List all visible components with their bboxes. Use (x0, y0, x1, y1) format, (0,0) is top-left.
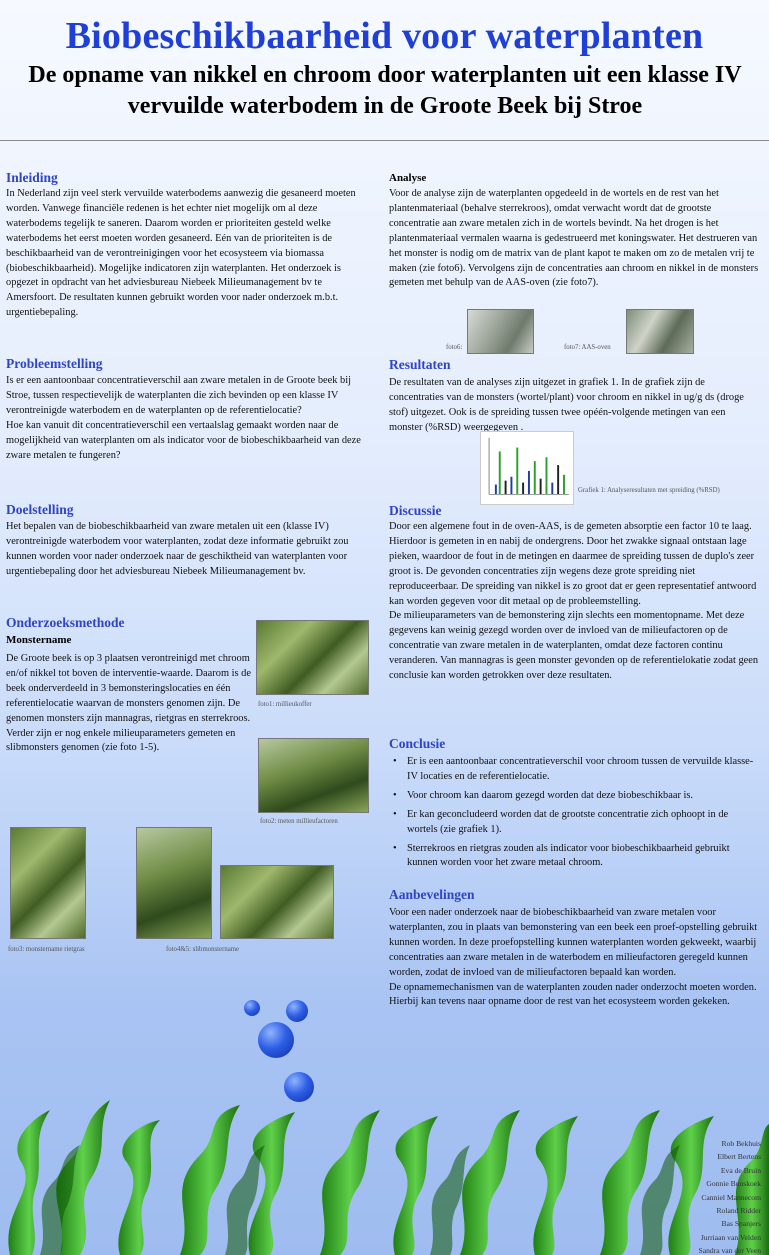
chart-bar (522, 483, 524, 495)
poster-title: Biobeschikbaarheid voor waterplanten (65, 15, 704, 57)
probleemstelling-p1: Is er een aantoonbaar concentratieverschil aan zware metalen in de Groote beek bij Stroe, tussen respectievelijk de waterplanten die zich bevinden op een klasse IV verontreinigde waterbodem en de waterplanten op de referentielocatie? (6, 375, 352, 416)
conclusie-item: • Er is een aantoonbaar concentratieverschil voor chroom tussen de vervuilde klasse-IV locaties en de referentielocatie. (389, 755, 759, 785)
author-name: Sandra van der Veen (698, 1246, 761, 1255)
caption-grafiek: Grafiek 1: Analyseresultaten met spreiding (%RSD) (578, 487, 720, 494)
author-name: Eva de Bruin (720, 1165, 761, 1175)
caption-foto1: foto1: millieukoffer (258, 701, 312, 708)
section-title-probleemstelling: Probleemstelling (6, 356, 103, 371)
photo-millieukoffer (256, 620, 369, 695)
section-title-discussie: Discussie (389, 503, 442, 518)
discussie-p1: Door een algemene fout in de oven-AAS, is de gemeten absorptie een factor 10 te laag. Hierdoor is gemeten in en nabij de ondergrens. Door het zwakke signaal ontstaan lage pieken, waardoor de fout in de metingen en daarmee de spreiding tussen de duplo's zeer groot is. De gevonden concentraties zijn wegens deze grote spreiding niet reproduceerbaar. De spreiding van nikkel is zo groot dat er geen representatief antwoord kan worden gegeven voor dit metaal op de probleemstelling. (389, 521, 757, 607)
photo-destructie (467, 309, 534, 354)
bubble-icon (286, 1000, 308, 1022)
chart-bar (510, 477, 512, 495)
probleemstelling-p2: Hoe kan vanuit dit concentratieverschil een vertaalslag gemaakt worden naar de mogelijkheid van waterplanten om als indicator voor de biobeschikbaarheid van deze zware metalen te fungeren? (6, 419, 361, 461)
author-name: Elbert Bertens (717, 1152, 761, 1162)
chart-bar (528, 471, 530, 494)
doelstelling-text: Het bepalen van de biobeschikbaarheid van zware metalen uit een (klasse IV) verontreinigde waterbodem voor waterplanten, zodat deze informatie gebruikt zou kunnen worden voor nader onderzoek naar de geschiktheid van waterplanten voor urgentiebepaling door het adviesbureau Niebeek Milieumanagement bv. (6, 521, 349, 577)
chart-bar (534, 461, 536, 494)
caption-foto2: foto2: meten millieufactoren (260, 818, 338, 825)
resultaten-text: De resultaten van de analyses zijn uitgezet in grafiek 1. In de grafiek zijn de concentraties van de monsters (wortel/plant) voor chroom en nikkel in ug/g ds (droge stof) uitgezet. Ook is de spreiding tussen twee opéén-volgende metingen van een monster (%RSD) weergegeven . (389, 377, 744, 433)
photo-aas-oven (626, 309, 694, 354)
author-list (699, 1137, 762, 1255)
results-chart-thumbnail (480, 431, 574, 505)
aanbevelingen-p1: Voor een nader onderzoek naar de biobeschikbaarheid van zware metalen voor waterplanten, zou in plaats van bemonstering van een beek een proef-opstelling gebruikt kunnen worden. In deze proefopstelling kunnen waterplanten worden gekweekt, waarbij concentraties aan zware metalen in de waterbodem en milieufactoren geregeld kunnen worden, zodat de invloed van de milieufactoren bepaald kan worden. (389, 907, 758, 978)
aanbevelingen-p2: De opnamemechanismen van de waterplanten zouden nader onderzocht moeten worden. Hierbij kan tevens naar opname door de rest van het ecosysteem worden gekeken. (389, 981, 757, 1008)
poster-subtitle: De opname van nikkel en chroom door waterplanten uit een klasse IV vervuilde waterbodem in de Groote Beek bij Stroe (28, 62, 742, 119)
chart-bar (516, 448, 518, 495)
header-divider (0, 140, 769, 141)
photo-meten-millieufactoren (258, 738, 369, 813)
photo-monstername-rietgras (10, 827, 86, 939)
author-name: Bas Spanjers (721, 1219, 761, 1229)
chart-bar (551, 483, 553, 495)
section-title-doelstelling: Doelstelling (6, 502, 74, 517)
conclusie-list (389, 755, 759, 875)
author-name: Roland Ridder (716, 1206, 761, 1216)
discussie-p2: De milieuparameters van de bemonstering zijn slechts een momentopname. Met deze gegevens kan weinig gezegd worden over de invloed van de milieufactoren op de concentratie van zware metalen in de waterplanten, omdat deze factoren continu veranderen. Van mannagras is geen monster gevonden op de referentielokatie zodat geen conclusie kan worden getrokken over deze resultaten. (389, 610, 759, 682)
photo-slibmonstername-5 (220, 865, 334, 939)
author-name: Gonnie Bunskoek (706, 1179, 761, 1189)
monstername-text: De Groote beek is op 3 plaatsen verontreinigd met chroom en/of nikkel tot boven de interventie-waarde. Daarom is de beek onderverdeeld in 3 bemonsteringslocaties en één referentielocatie waarvan de monsters genomen zijn. De genomen monsters zijn mannagras, rietgras en sterrekroos. Verder zijn er nog enkele milieuparameters gemeten en slibmonsters genomen (zie foto 1-5). (6, 653, 251, 754)
chart-bar (499, 451, 501, 494)
caption-foto45: foto4&5: slibmonstername (166, 946, 240, 953)
aanbevelingen-text (389, 906, 761, 1010)
chart-bar (505, 481, 507, 495)
section-title-aanbevelingen: Aanbevelingen (389, 887, 475, 902)
analyse-subtitle: Analyse (389, 172, 427, 184)
author-name: Jurriaan van Velden (700, 1232, 761, 1242)
author-name: Rob Bekhuis (721, 1139, 761, 1148)
waterplants-decoration (0, 1040, 769, 1255)
caption-foto7: foto7: AAS-oven (564, 344, 611, 351)
caption-foto3: foto3: monstername rietgras (8, 946, 85, 953)
conclusie-item: • Sterrekroos en rietgras zouden als indicator voor biobeschikbaarheid gebruikt kunnen worden voor het zware metaal chroom. (389, 842, 759, 872)
chart-bar (495, 485, 497, 495)
monstername-subtitle: Monstername (6, 634, 72, 646)
bubble-icon (244, 1000, 260, 1016)
author-name: Canniel Mannecom (701, 1192, 761, 1202)
analyse-text: Voor de analyse zijn de waterplanten opgedeeld in de wortels en de rest van het plantenmateriaal (behalve sterrekroos), omdat verwacht wordt dat de grootste concentratie aan zware metalen zich in de wortels bevindt. Na het drogen is het plantenmateriaal vermalen waarna is gedestrueerd met koningswater. Het destrueren van het monster is nodig om de matrix van de plant kapot te maken om zo de metalen vrij te maken (zie foto6). Vervolgens zijn de concentraties aan chroom en nikkel in de monsters gemeten met behulp van de AAS-oven (zie foto7). (389, 188, 759, 289)
conclusie-item: • Voor chroom kan daarom gezegd worden dat deze biobeschikbaar is. (389, 789, 759, 804)
caption-foto6: foto6: (446, 344, 463, 351)
discussie-text (389, 520, 761, 684)
section-title-onderzoeksmethode: Onderzoeksmethode (6, 615, 125, 630)
chart-bar (540, 479, 542, 495)
probleemstelling-text (6, 374, 370, 463)
inleiding-text: In Nederland zijn veel sterk vervuilde waterbodems aanwezig die gesaneerd moeten worden. Vanwege financiële redenen is het echter niet mogelijk om al deze waterbodems tegelijk te saneren. Daarom worden er prioriteiten gesteld welke waterbodems het eerst moeten worden gesaneerd. Eén van de prioriteiten is de beschikbaarheid van de verontreinigingen voor het ecosysteem via biomassa (biobeschikbaarheid). Mogelijke indicatoren zijn waterplanten. Het onderzoek is opgezet in opdracht van het adviesbureau Niebeek Milieumanagement bv te Amersfoort. De resultaten kunnen gebruikt worden voor nader onderzoek m.b.t. urgentiebepaling. (6, 188, 356, 319)
section-title-inleiding: Inleiding (6, 170, 58, 185)
section-title-resultaten: Resultaten (389, 357, 451, 372)
photo-slibmonstername-4 (136, 827, 212, 939)
conclusie-item: • Er kan geconcludeerd worden dat de grootste concentratie zich ophoopt in de wortels (zie grafiek 1). (389, 808, 759, 838)
chart-bar (557, 465, 559, 494)
section-title-conclusie: Conclusie (389, 736, 446, 751)
chart-bar (563, 475, 565, 494)
chart-bar (545, 457, 547, 494)
